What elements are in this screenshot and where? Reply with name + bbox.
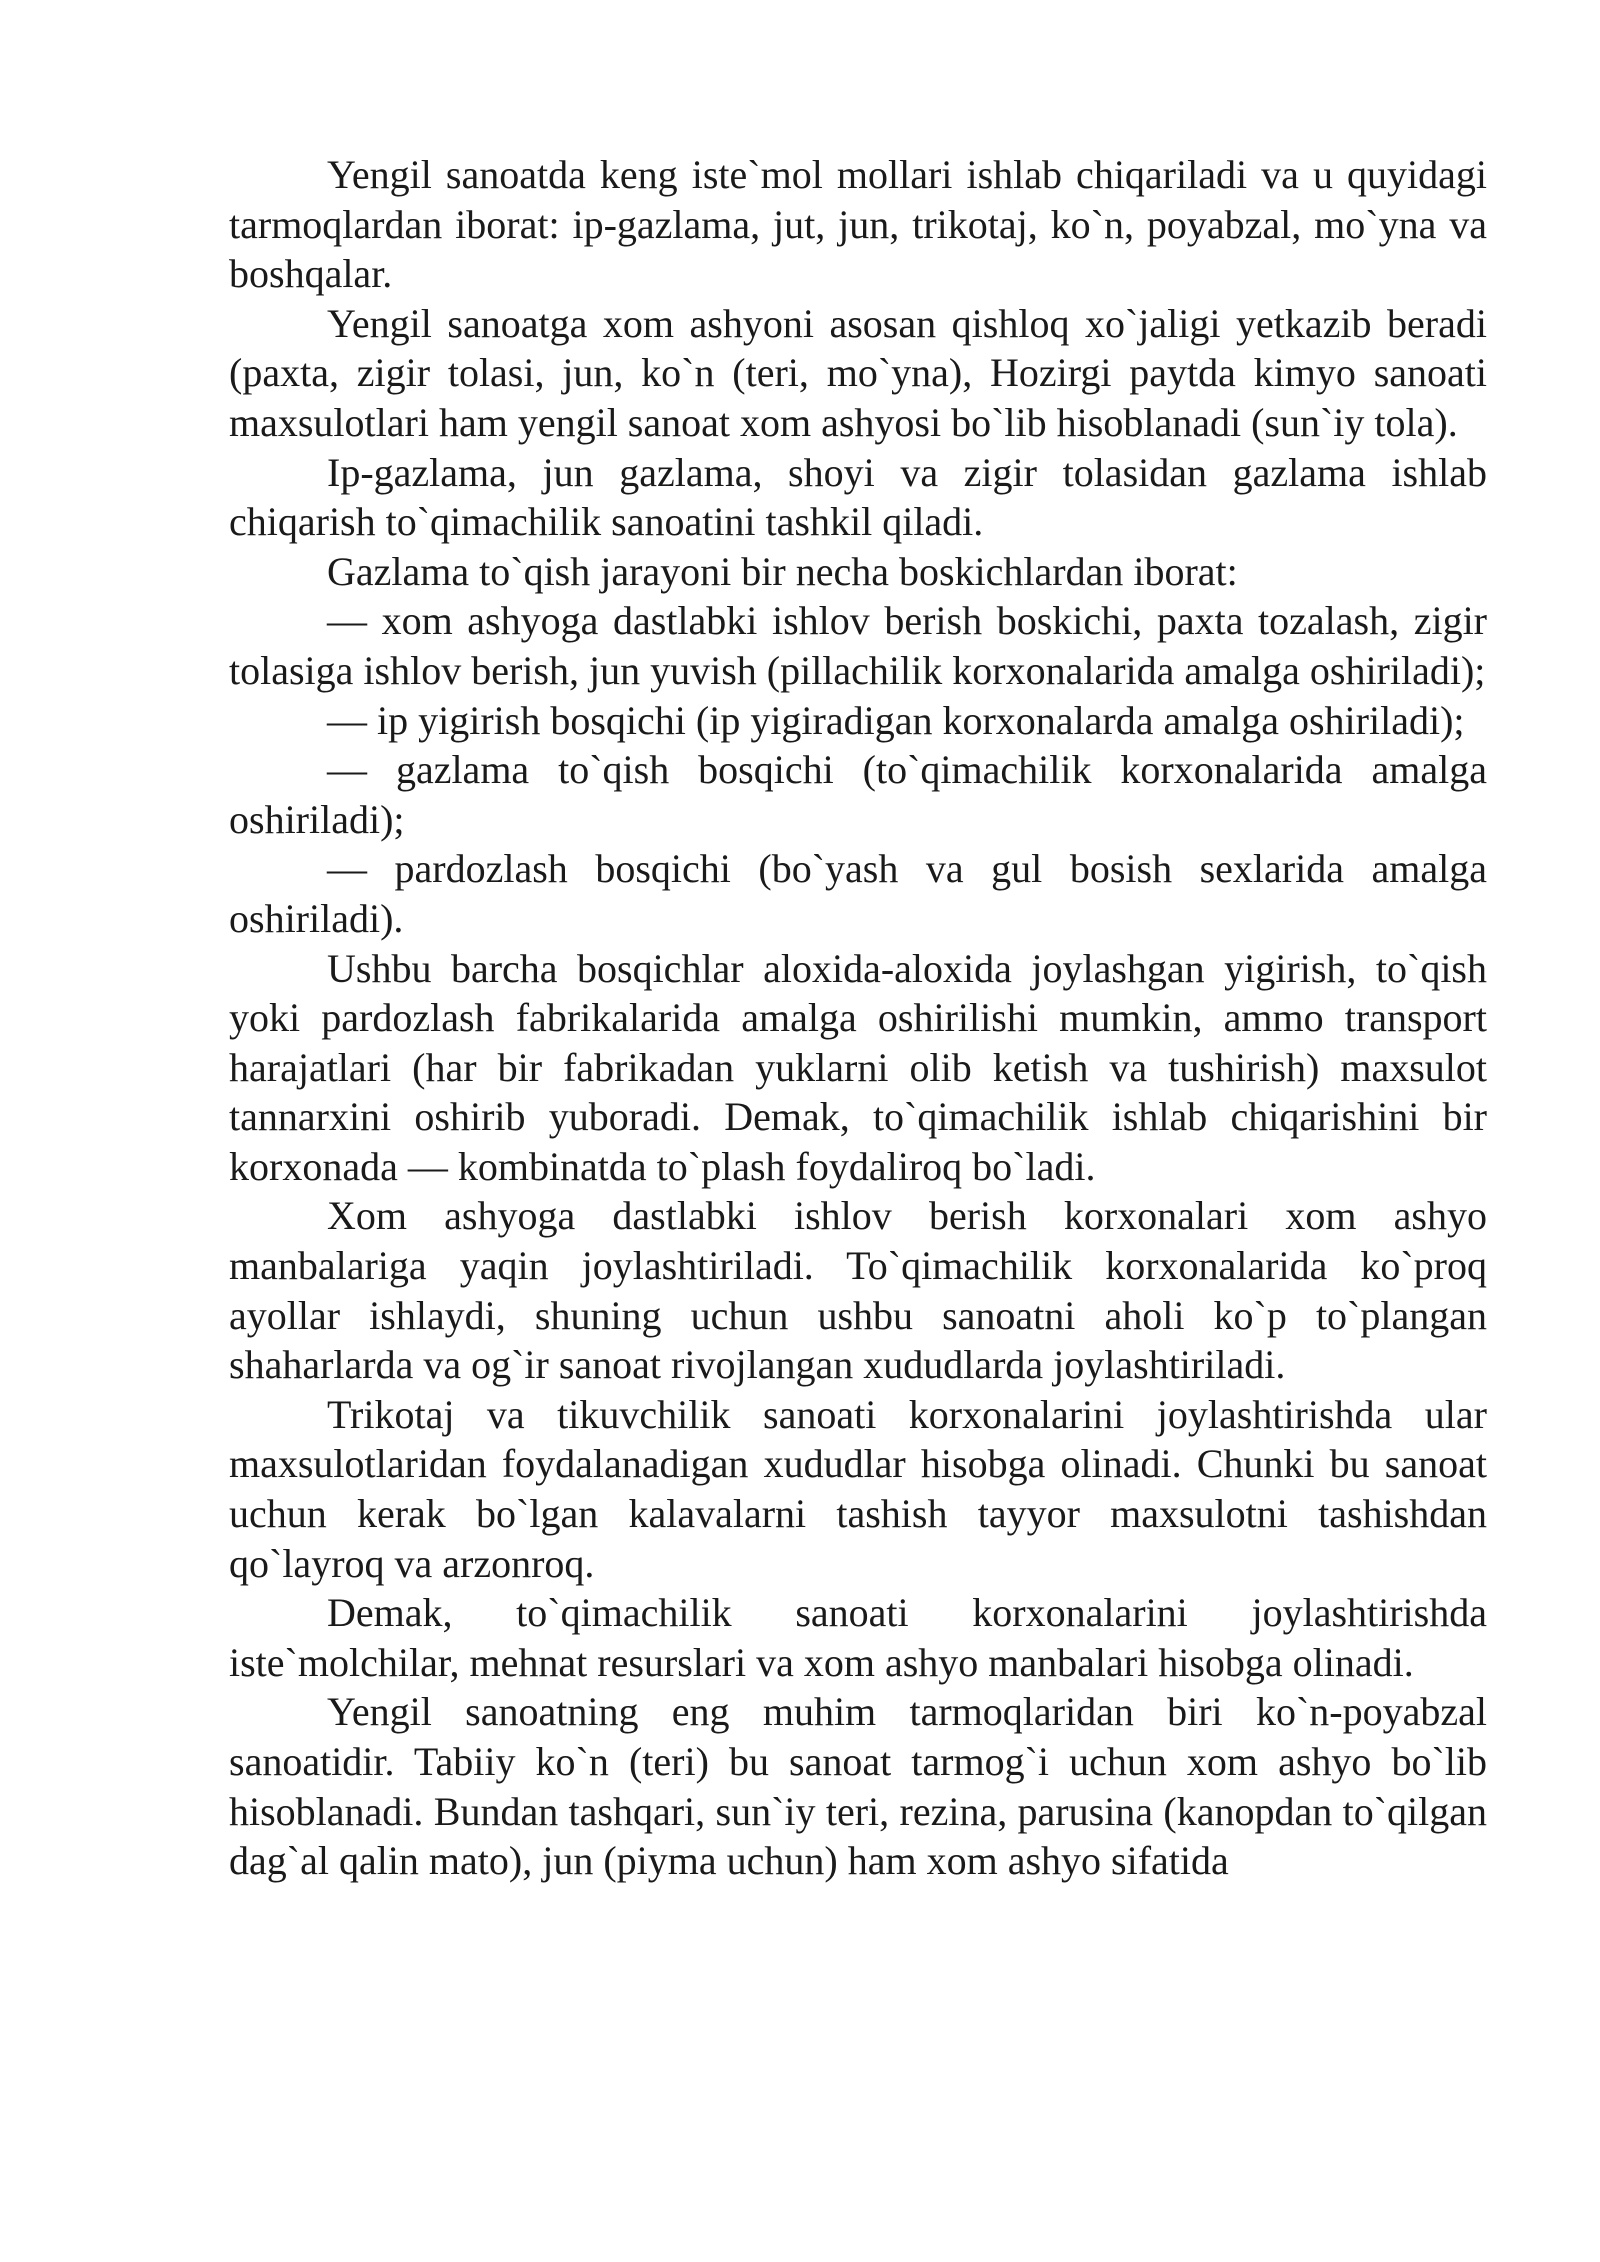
paragraph-weaving-stages-heading: Gazlama to`qish jarayoni bir necha boskichlardan iborat: bbox=[327, 548, 1238, 594]
paragraph-light-industry-intro: Yengil sanoatda keng iste`mol mollari ishlab chiqariladi va u quyidagi tarmoqlardan iborat: ip-gazlama, jut, jun, trikotaj, ko`n, poyabzal, mo`yna va boshqalar. bbox=[229, 152, 1487, 297]
paragraph-location-factors: Xom ashyoga dastlabki ishlov berish korxonalari xom ashyo manbalariga yaqin joylashtiriladi. To`qimachilik korxonalarida ko`proq ayollar ishlaydi, shuning uchun ushbu sanoatni aholi ko`p to`plangan shaharlarda va og`ir sanoat rivojlangan xududlarda joylashtiriladi. bbox=[229, 1193, 1487, 1388]
list-item-stage-spinning: — ip yigirish bosqichi (ip yigiradigan korxonalarda amalga oshiriladi); bbox=[327, 697, 1465, 743]
paragraph-leather-footwear: Yengil sanoatning eng muhim tarmoqlaridan biri ko`n-poyabzal sanoatidir. Tabiiy ko`n (teri) bu sanoat tarmog`i uchun xom ashyo bo`lib hisoblanadi. Bundan tashqari, sun`iy teri, rezina, parusina (kanopdan to`qilgan dag`al qalin mato), jun (piyma uchun) ham xom ashyo sifatida bbox=[229, 1689, 1487, 1884]
paragraph-textile-industry: Ip-gazlama, jun gazlama, shoyi va zigir tolasidan gazlama ishlab chiqarish to`qimachilik sanoatini tashkil qiladi. bbox=[229, 449, 1487, 545]
paragraph-combine-factories: Ushbu barcha bosqichlar aloxida-aloxida joylashgan yigirish, to`qish yoki pardozlash fabrikalarida amalga oshirilishi mumkin, ammo transport harajatlari (har bir fabrikadan yuklarni olib ketish va tushirish) maxsulot tannarxini oshirib yuboradi. Demak, to`qimachilik ishlab chiqarishini bir korxonada — kombinatda to`plash foydaliroq bo`ladi. bbox=[229, 945, 1487, 1189]
list-item-stage-raw-processing: — xom ashyoga dastlabki ishlov berish boskichi, paxta tozalash, zigir tolasiga ishlov berish, jun yuvish (pillachilik korxonalarida amalga oshiriladi); bbox=[229, 598, 1487, 693]
paragraph-textile-conclusion: Demak, to`qimachilik sanoati korxonalarini joylashtirishda iste`molchilar, mehnat resurslari va xom ashyo manbalari hisobga olinadi. bbox=[229, 1590, 1487, 1685]
document-page bbox=[229, 150, 1487, 1886]
list-item-stage-finishing: — pardozlash bosqichi (bo`yash va gul bosish sexlarida amalga oshiriladi). bbox=[229, 846, 1487, 941]
paragraph-raw-materials: Yengil sanoatga xom ashyoni asosan qishloq xo`jaligi yetkazib beradi (paxta, zigir tolasi, jun, ko`n (teri, mo`yna), Hozirgi paytda kimyo sanoati maxsulotlari ham yengil sanoat xom ashyosi bo`lib hisoblanadi (sun`iy tola). bbox=[229, 300, 1487, 445]
paragraph-knitwear-sewing: Trikotaj va tikuvchilik sanoati korxonalarini joylashtirishda ular maxsulotlaridan foydalanadigan xududlar hisobga olinadi. Chunki bu sanoat uchun kerak bo`lgan kalavalarni tashish tayyor maxsulotni tashishdan qo`layroq va arzonroq. bbox=[229, 1391, 1487, 1586]
list-item-stage-weaving: — gazlama to`qish bosqichi (to`qimachilik korxonalarida amalga oshiriladi); bbox=[229, 747, 1487, 842]
